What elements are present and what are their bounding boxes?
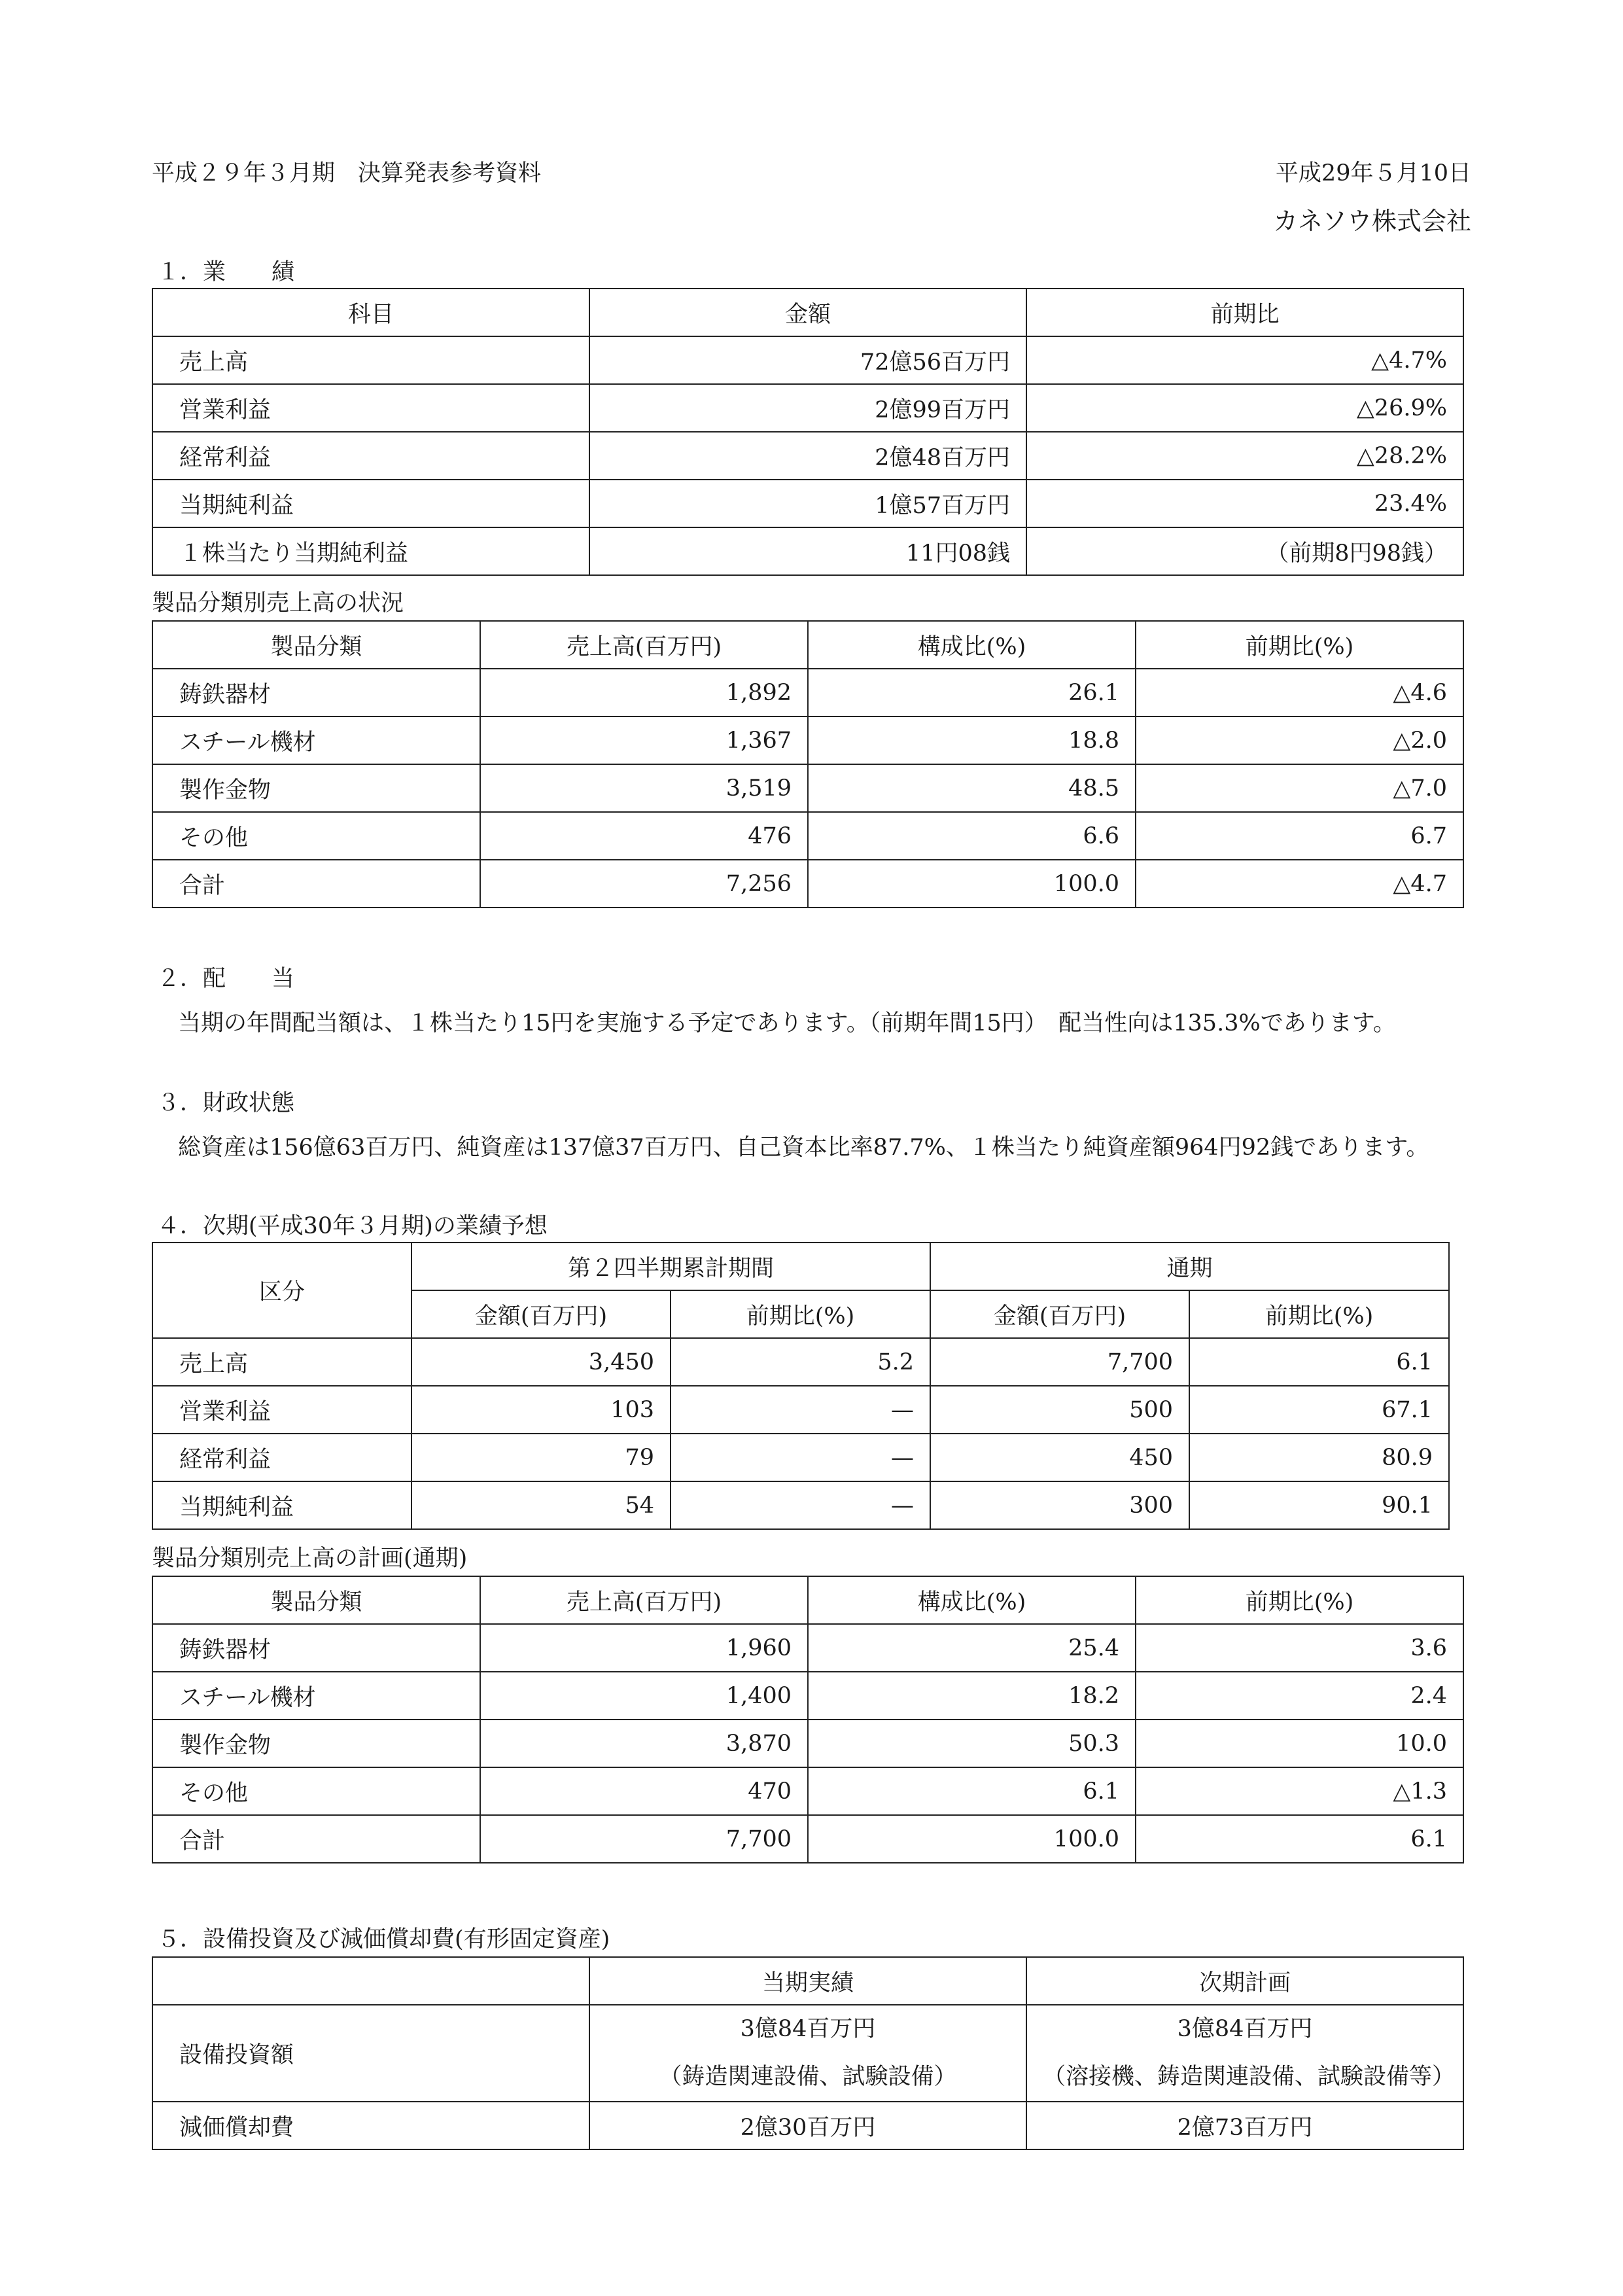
sales-cell: 7,256 [480,860,808,908]
sales-cell: 1,400 [480,1672,808,1720]
table-row [152,1434,1449,1481]
change-cell: 2.4 [1136,1672,1463,1720]
amount-cell: 103 [411,1386,671,1434]
dividend-text: 当期の年間配当額は、１株当たり15円を実施する予定であります。（前期年間15円） 配当性向は135.3%であります。 [178,1010,1396,1036]
ratio-cell: 26.1 [808,669,1136,716]
header-cell: 科目 [152,289,589,336]
change-cell: 67.1 [1189,1386,1449,1434]
product-sales-heading: 製品分類別売上高の状況 [152,590,404,616]
row-label: 鋳鉄器材 [152,1624,480,1672]
amount-cell: 300 [930,1481,1189,1529]
change-cell: 5.2 [671,1338,930,1386]
section-1-heading: １．業 績 [157,259,295,285]
change-cell: △26.9% [1026,384,1463,432]
change-cell: 6.7 [1136,812,1463,860]
ratio-cell: 6.1 [808,1767,1136,1815]
change-cell: 3.6 [1136,1624,1463,1672]
table-row [152,1386,1449,1434]
row-label: スチール機材 [152,716,480,764]
results-table [152,288,1464,576]
company-name: カネソウ株式会社 [1273,207,1471,236]
table-row [152,1672,1463,1720]
ratio-cell: 18.8 [808,716,1136,764]
sales-cell: 476 [480,812,808,860]
row-label: その他 [152,812,480,860]
row-label: 設備投資額 [152,2005,589,2102]
financial-position-text: 総資産は156億63百万円、純資産は137億37百万円、自己資本比率87.7%、１株当たり純資産額964円92銭であります。 [178,1135,1429,1161]
header-cell: 売上高(百万円) [480,621,808,669]
sales-cell: 3,870 [480,1720,808,1767]
sales-cell: 1,960 [480,1624,808,1672]
row-label: 製作金物 [152,764,480,812]
table-row [152,1815,1463,1863]
table-header-row [152,289,1463,336]
change-cell: △1.3 [1136,1767,1463,1815]
document-title: 平成２９年３月期 決算発表参考資料 [152,160,542,186]
ratio-cell: 100.0 [808,860,1136,908]
row-label: 経常利益 [152,1434,411,1481]
row-label: １株当たり当期純利益 [152,527,589,575]
header-cell: 区分 [152,1243,411,1338]
ratio-cell: 48.5 [808,764,1136,812]
header-cell [152,1957,589,2005]
amount-cell: 7,700 [930,1338,1189,1386]
change-cell: 80.9 [1189,1434,1449,1481]
amount-cell: 54 [411,1481,671,1529]
table-row [152,1720,1463,1767]
capex-next-amount: 3億84百万円 [1177,2016,1313,2042]
ratio-cell: 25.4 [808,1624,1136,1672]
row-label: その他 [152,1767,480,1815]
table-row [152,1338,1449,1386]
row-label: 減価償却費 [152,2102,589,2149]
row-label: スチール機材 [152,1672,480,1720]
amount-cell: 500 [930,1386,1189,1434]
change-cell: △2.0 [1136,716,1463,764]
header-cell: 前期比(%) [671,1290,930,1338]
change-cell: 10.0 [1136,1720,1463,1767]
sales-cell: 3,519 [480,764,808,812]
header-cell: 前期比(%) [1136,621,1463,669]
table-row [152,1481,1449,1529]
sales-cell: 1,367 [480,716,808,764]
table-row [152,480,1463,527]
capex-next-cell [1026,2005,1463,2102]
change-cell: 6.1 [1189,1338,1449,1386]
table-row [152,716,1463,764]
change-cell: — [671,1386,930,1434]
amount-cell: 11円08銭 [589,527,1026,575]
section-5-heading: ５．設備投資及び減価償却費(有形固定資産) [157,1926,610,1952]
header-cell: 売上高(百万円) [480,1576,808,1624]
row-label: 鋳鉄器材 [152,669,480,716]
table-row [152,527,1463,575]
product-plan-table [152,1576,1464,1863]
capex-next-note: （溶接機、鋳造関連設備、試験設備等） [1043,2064,1456,2090]
ratio-cell: 50.3 [808,1720,1136,1767]
sales-cell: 1,892 [480,669,808,716]
document-date: 平成29年５月10日 [1275,160,1471,186]
table-row [152,336,1463,384]
row-label: 製作金物 [152,1720,480,1767]
header-cell: 金額(百万円) [930,1290,1189,1338]
row-label: 当期純利益 [152,480,589,527]
product-sales-table [152,620,1464,908]
header-cell: 当期実績 [589,1957,1026,2005]
row-label: 合計 [152,1815,480,1863]
header-cell: 構成比(%) [808,621,1136,669]
capex-table [152,1956,1464,2150]
header-cell: 金額(百万円) [411,1290,671,1338]
table-header-row [152,1243,1449,1290]
section-4-heading: ４．次期(平成30年３月期)の業績予想 [157,1213,548,1239]
table-row [152,764,1463,812]
amount-cell: 72億56百万円 [589,336,1026,384]
forecast-table [152,1242,1450,1530]
sales-cell: 7,700 [480,1815,808,1863]
capex-current-cell [589,2005,1026,2102]
change-cell: △28.2% [1026,432,1463,480]
header-cell: 製品分類 [152,621,480,669]
table-row [152,1767,1463,1815]
amount-cell: 450 [930,1434,1189,1481]
amount-cell: 79 [411,1434,671,1481]
change-cell: — [671,1434,930,1481]
capex-current-note: （鋳造関連設備、試験設備） [659,2064,957,2090]
section-3-heading: ３．財政状態 [157,1090,295,1116]
section-2-heading: ２．配 当 [157,966,295,992]
table-row [152,860,1463,908]
sales-cell: 470 [480,1767,808,1815]
header-cell: 前期比 [1026,289,1463,336]
amount-cell: 3,450 [411,1338,671,1386]
table-row [152,669,1463,716]
depr-next-cell: 2億73百万円 [1026,2102,1463,2149]
row-label: 合計 [152,860,480,908]
capex-current-amount: 3億84百万円 [740,2016,876,2042]
table-row [152,384,1463,432]
amount-cell: 2億99百万円 [589,384,1026,432]
row-label: 営業利益 [152,384,589,432]
row-label: 売上高 [152,1338,411,1386]
change-cell: 23.4% [1026,480,1463,527]
product-plan-heading: 製品分類別売上高の計画(通期) [152,1545,468,1572]
header-cell: 第２四半期累計期間 [411,1243,930,1290]
table-row [152,1624,1463,1672]
header-cell: 通期 [930,1243,1449,1290]
table-row [152,2102,1463,2149]
row-label: 当期純利益 [152,1481,411,1529]
change-cell: △7.0 [1136,764,1463,812]
change-cell: △4.7 [1136,860,1463,908]
change-cell: 6.1 [1136,1815,1463,1863]
header-cell: 金額 [589,289,1026,336]
header-cell: 前期比(%) [1136,1576,1463,1624]
row-label: 営業利益 [152,1386,411,1434]
change-cell: 90.1 [1189,1481,1449,1529]
ratio-cell: 6.6 [808,812,1136,860]
header-cell: 前期比(%) [1189,1290,1449,1338]
table-header-row [152,621,1463,669]
ratio-cell: 100.0 [808,1815,1136,1863]
change-cell: △4.7% [1026,336,1463,384]
table-header-row [152,1576,1463,1624]
change-cell: △4.6 [1136,669,1463,716]
table-row [152,812,1463,860]
header-cell: 次期計画 [1026,1957,1463,2005]
table-row [152,2005,1463,2102]
table-header-row [152,1957,1463,2005]
depr-current-cell: 2億30百万円 [589,2102,1026,2149]
header-cell: 製品分類 [152,1576,480,1624]
change-cell: （前期8円98銭） [1026,527,1463,575]
row-label: 売上高 [152,336,589,384]
row-label: 経常利益 [152,432,589,480]
amount-cell: 1億57百万円 [589,480,1026,527]
amount-cell: 2億48百万円 [589,432,1026,480]
ratio-cell: 18.2 [808,1672,1136,1720]
table-row [152,432,1463,480]
header-cell: 構成比(%) [808,1576,1136,1624]
change-cell: — [671,1481,930,1529]
